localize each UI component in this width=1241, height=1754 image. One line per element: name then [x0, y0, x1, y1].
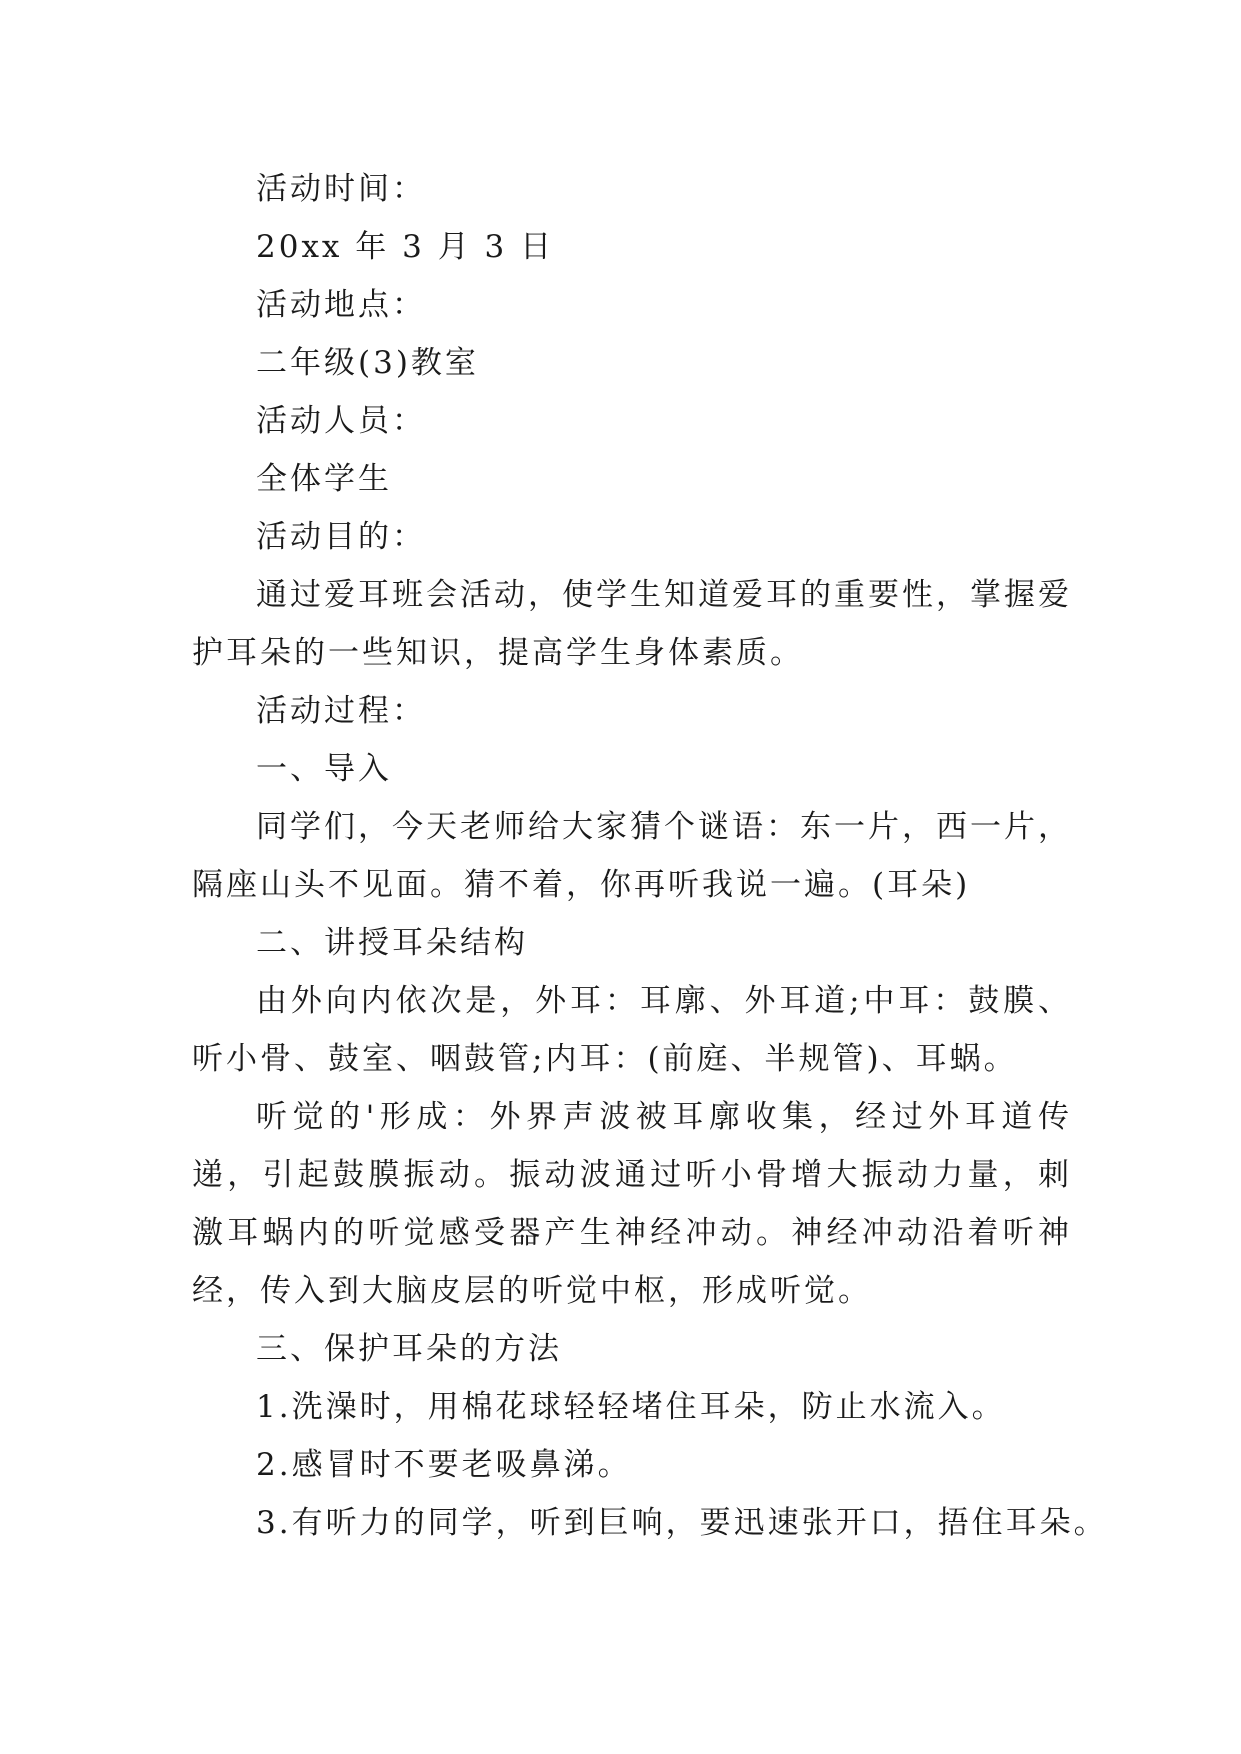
process-heading: 活动过程：	[256, 693, 426, 729]
label-activity-purpose: 活动目的：	[256, 519, 426, 555]
list-item: 2.感冒时不要老吸鼻涕。	[256, 1447, 632, 1483]
section3-heading: 三、保护耳朵的方法	[256, 1331, 562, 1367]
document-body	[192, 160, 1108, 1552]
section1-paragraph: 同学们，今天老师给大家猜个谜语：东一片，西一片，隔座山头不见面。猜不着，你再听我说一遍。(耳朵)	[192, 809, 1072, 903]
value-activity-location: 二年级(3)教室	[256, 345, 479, 381]
label-activity-location: 活动地点：	[256, 287, 426, 323]
section2-paragraph-structure: 由外向内依次是，外耳：耳廓、外耳道;中耳：鼓膜、听小骨、鼓室、咽鼓管;内耳：(前庭、半规管)、耳蜗。	[192, 983, 1072, 1077]
section2-heading: 二、讲授耳朵结构	[256, 925, 528, 961]
section1-heading: 一、导入	[256, 751, 392, 787]
value-activity-date: 20xx 年 3 月 3 日	[256, 229, 555, 265]
section2-paragraph-hearing: 听觉的'形成：外界声波被耳廓收集，经过外耳道传递，引起鼓膜振动。振动波通过听小骨增大振动力量，刺激耳蜗内的听觉感受器产生神经冲动。神经冲动沿着听神经，传入到大脑皮层的听觉中枢，形成听觉。	[192, 1099, 1072, 1309]
value-activity-participants: 全体学生	[256, 461, 392, 497]
list-item: 1.洗澡时，用棉花球轻轻堵住耳朵，防止水流入。	[256, 1389, 1006, 1425]
label-activity-time: 活动时间：	[256, 171, 426, 207]
list-item: 3.有听力的同学，听到巨响，要迅速张开口，捂住耳朵。	[256, 1505, 1108, 1541]
purpose-paragraph: 通过爱耳班会活动，使学生知道爱耳的重要性，掌握爱护耳朵的一些知识，提高学生身体素质。	[192, 577, 1072, 671]
label-activity-participants: 活动人员：	[256, 403, 426, 439]
